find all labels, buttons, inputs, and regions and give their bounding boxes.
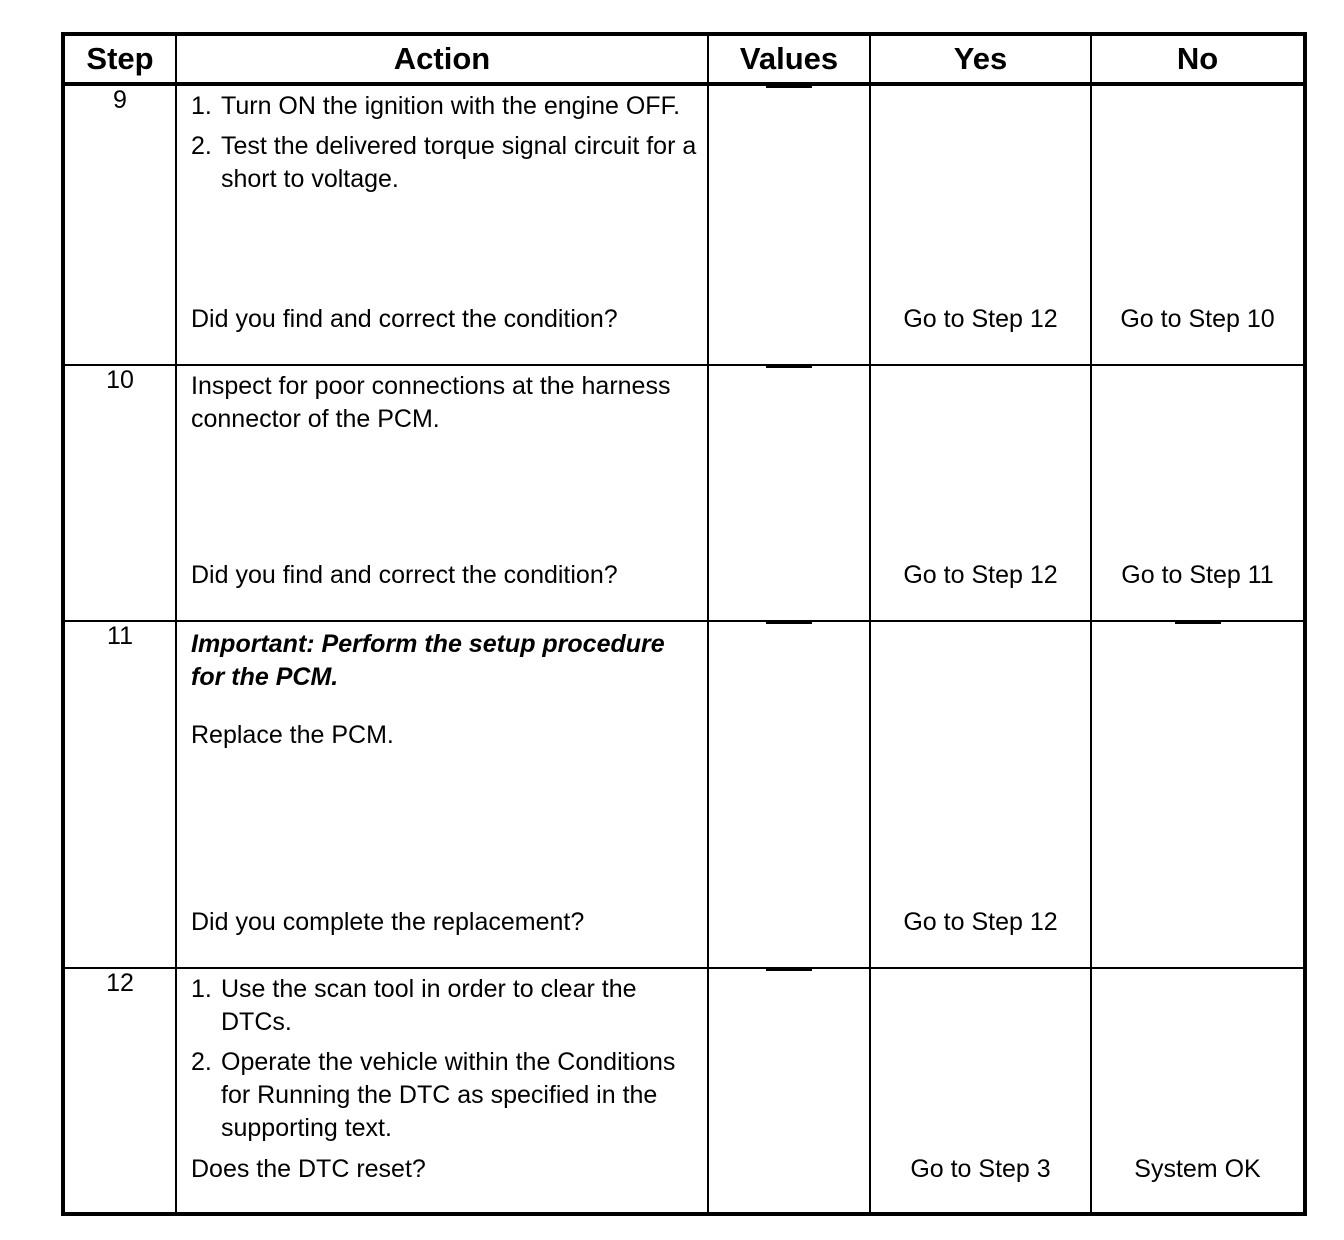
no-cell xyxy=(1091,968,1305,1214)
action-item xyxy=(191,90,697,123)
header-values: Values xyxy=(708,34,870,84)
action-item-text: Operate the vehicle within the Conditions for Running the DTC as specified in the supporting text. xyxy=(221,1048,676,1142)
values-cell xyxy=(708,621,870,968)
action-item-number: 2. xyxy=(191,132,212,160)
yes-cell xyxy=(870,365,1091,621)
no-answer: Go to Step 11 xyxy=(1121,561,1274,589)
values-cell xyxy=(708,365,870,621)
no-dash xyxy=(1175,622,1221,624)
action-question: Did you find and correct the condition? xyxy=(191,305,618,333)
action-cell xyxy=(176,968,708,1214)
no-cell xyxy=(1091,621,1305,968)
yes-answer: Go to Step 12 xyxy=(903,561,1058,589)
yes-cell xyxy=(870,84,1091,365)
action-item xyxy=(191,973,697,1039)
values-cell xyxy=(708,968,870,1214)
action-item-number: 1. xyxy=(191,92,212,120)
action-item-number: 1. xyxy=(191,975,212,1003)
header-action: Action xyxy=(176,34,708,84)
header-step: Step xyxy=(63,34,176,84)
action-cell xyxy=(176,365,708,621)
action-question: Did you complete the replacement? xyxy=(191,908,585,936)
header-yes: Yes xyxy=(870,34,1091,84)
table-row xyxy=(63,621,1305,968)
action-question: Does the DTC reset? xyxy=(191,1155,426,1183)
action-item-text: Test the delivered torque signal circuit for a short to voltage. xyxy=(221,132,697,193)
table-row xyxy=(63,84,1305,365)
values-dash xyxy=(766,969,812,971)
action-item-text: Turn ON the ignition with the engine OFF. xyxy=(221,92,681,120)
action-text: Inspect for poor connections at the harness connector of the PCM. xyxy=(191,372,671,433)
no-cell xyxy=(1091,365,1305,621)
header-no: No xyxy=(1091,34,1305,84)
yes-cell xyxy=(870,621,1091,968)
yes-answer: Go to Step 12 xyxy=(903,305,1058,333)
table-row xyxy=(63,968,1305,1214)
header-row xyxy=(63,34,1305,84)
values-dash xyxy=(766,86,812,88)
action-cell xyxy=(176,84,708,365)
values-dash xyxy=(766,622,812,624)
values-dash xyxy=(766,366,812,368)
step-number: 11 xyxy=(63,621,176,968)
table-row xyxy=(63,365,1305,621)
action-text: Replace the PCM. xyxy=(191,721,394,749)
no-answer: System OK xyxy=(1134,1155,1261,1183)
action-item-number: 2. xyxy=(191,1048,212,1076)
no-cell xyxy=(1091,84,1305,365)
diagnostic-table xyxy=(61,32,1307,1216)
important-note: Important: Perform the setup procedure for the PCM. xyxy=(191,630,665,691)
action-item xyxy=(191,1046,697,1145)
action-cell xyxy=(176,621,708,968)
action-question: Did you find and correct the condition? xyxy=(191,561,618,589)
step-number: 10 xyxy=(63,365,176,621)
action-item xyxy=(191,130,697,196)
step-number: 12 xyxy=(63,968,176,1214)
yes-cell xyxy=(870,968,1091,1214)
action-item-text: Use the scan tool in order to clear the DTCs. xyxy=(221,975,637,1036)
no-answer: Go to Step 10 xyxy=(1120,305,1275,333)
step-number: 9 xyxy=(63,84,176,365)
yes-answer: Go to Step 3 xyxy=(910,1155,1051,1183)
values-cell xyxy=(708,84,870,365)
yes-answer: Go to Step 12 xyxy=(903,908,1058,936)
